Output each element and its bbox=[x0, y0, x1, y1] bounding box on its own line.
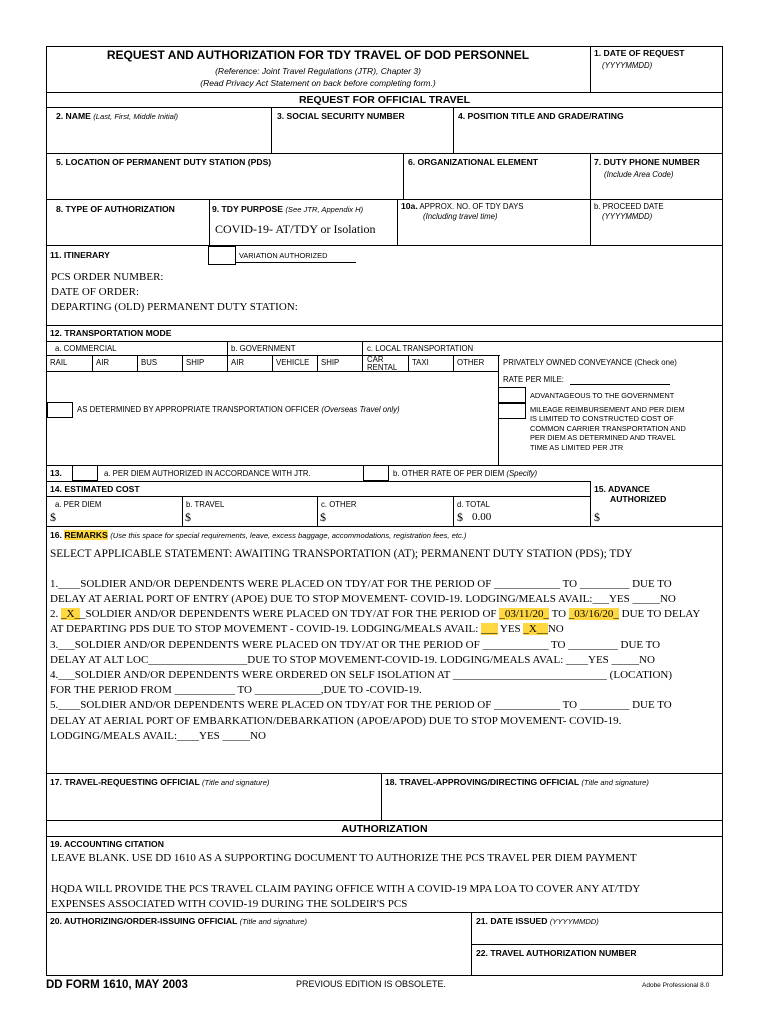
accounting-line-3: EXPENSES ASSOCIATED WITH COVID-19 DURING THE SOLDEIR'S PCS bbox=[51, 898, 408, 910]
transport-mode-label: 12. TRANSPORTATION MODE bbox=[50, 328, 172, 338]
tdy-days-label: 10a. APPROX. NO. OF TDY DAYS bbox=[401, 201, 524, 211]
statement-2-end-date[interactable]: _03/16/20_ bbox=[568, 608, 619, 620]
ship-option[interactable]: SHIP bbox=[186, 358, 205, 367]
cost-other-dollar[interactable]: $ bbox=[320, 510, 326, 524]
statement-4-line2: FOR THE PERIOD FROM ___________ TO ____________,DUE TO -COVID-19. bbox=[50, 684, 422, 696]
advance-label-line2: AUTHORIZED bbox=[610, 494, 667, 504]
cost-travel-dollar[interactable]: $ bbox=[185, 510, 191, 524]
taxi-option[interactable]: TAXI bbox=[412, 358, 429, 367]
requesting-official-label: 17. TRAVEL-REQUESTING OFFICIAL (Title and signature) bbox=[50, 777, 270, 787]
gov-vehicle-option[interactable]: VEHICLE bbox=[276, 358, 310, 367]
obsolete-note: PREVIOUS EDITION IS OBSOLETE. bbox=[296, 979, 447, 989]
tdy-purpose-value[interactable]: COVID-19- AT/TDY or Isolation bbox=[215, 222, 376, 236]
statement-1-line1: 1.____SOLDIER AND/OR DEPENDENTS WERE PLACED ON TDY/AT FOR THE PERIOD OF ____________ TO _________ DUE TO bbox=[50, 578, 672, 590]
remarks-select: SELECT APPLICABLE STATEMENT: AWAITING TRANSPORTATION (AT); PERMANENT DUTY STATION (PDS); TDY bbox=[50, 548, 633, 560]
adobe-note: Adobe Professional 8.0 bbox=[642, 982, 710, 989]
variation-checkbox[interactable] bbox=[208, 246, 236, 265]
rail-option[interactable]: RAIL bbox=[50, 358, 68, 367]
rate-per-mile-field[interactable] bbox=[570, 384, 670, 385]
statement-2-line1: 2. _X__SOLDIER AND/OR DEPENDENTS WERE PLACED ON TDY/AT FOR THE PERIOD OF _03/11/20_ TO _03/16/20_ DUE TO DELAY bbox=[50, 608, 701, 620]
other-rate-label: b. OTHER RATE OF PER DIEM (Specify) bbox=[393, 469, 538, 478]
name-label: 2. NAME (Last, First, Middle Initial) bbox=[56, 111, 179, 121]
advance-dollar[interactable]: $ bbox=[594, 510, 600, 524]
travel-auth-number-label: 22. TRAVEL AUTHORIZATION NUMBER bbox=[476, 948, 637, 958]
poc-advantageous-label: ADVANTAGEOUS TO THE GOVERNMENT bbox=[530, 391, 675, 400]
poc-label: PRIVATELY OWNED CONVEYANCE (Check one) bbox=[503, 358, 677, 367]
bus-option[interactable]: BUS bbox=[141, 358, 158, 367]
air-option[interactable]: AIR bbox=[96, 358, 109, 367]
itinerary-line-2: DATE OF ORDER: bbox=[51, 286, 140, 298]
tdy-purpose-label: 9. TDY PURPOSE (See JTR, Appendix H) bbox=[212, 204, 364, 214]
remarks-label: 16. REMARKS (Use this space for special requirements, leave, excess baggage, accommodations, registration fees, etc.) bbox=[50, 530, 467, 540]
pds-location-label: 5. LOCATION OF PERMANENT DUTY STATION (PDS) bbox=[56, 157, 272, 167]
other-rate-checkbox[interactable] bbox=[363, 465, 389, 481]
poc-mileage-text: MILEAGE REIMBURSEMENT AND PER DIEM IS LIMITED TO CONSTRUCTED COST OF COMMON CARRIER TRANSPORTATION AND PER DIEM AS DETERMINED AND TRAVEL TIME AS LIMITED PER JTR bbox=[530, 405, 686, 452]
tdy-days-hint: (Including travel time) bbox=[423, 212, 498, 221]
cost-other-label: c. OTHER bbox=[321, 500, 357, 509]
as-determined-label: AS DETERMINED BY APPROPRIATE TRANSPORTATION OFFICER (Overseas Travel only) bbox=[77, 405, 400, 414]
cost-per-diem-dollar[interactable]: $ bbox=[50, 510, 56, 524]
itinerary-label: 11. ITINERARY bbox=[50, 250, 110, 260]
date-format-hint: (YYYYMMDD) bbox=[602, 61, 653, 70]
statement-2-line2: AT DEPARTING PDS DUE TO STOP MOVEMENT - COVID-19. LODGING/MEALS AVAIL: ___ YES _X__NO bbox=[50, 623, 564, 635]
privacy-note: (Read Privacy Act Statement on back before completing form.) bbox=[200, 78, 436, 88]
form-reference: (Reference: Joint Travel Regulations (JTR), Chapter 3) bbox=[215, 66, 421, 76]
statement-5-line3: LODGING/MEALS AVAIL:____YES _____NO bbox=[50, 730, 266, 742]
poc-mileage-checkbox[interactable] bbox=[498, 403, 526, 419]
statement-1-line2: DELAY AT AERIAL PORT OF ENTRY (APOE) DUE TO STOP MOVEMENT- COVID-19. LODGING/MEALS AVAIL:___YES _____NO bbox=[50, 593, 676, 605]
itinerary-line-3: DEPARTING (OLD) PERMANENT DUTY STATION: bbox=[51, 301, 298, 313]
per-diem-jtr-checkbox[interactable] bbox=[72, 465, 98, 481]
form-title: REQUEST AND AUTHORIZATION FOR TDY TRAVEL OF DOD PERSONNEL bbox=[106, 48, 530, 62]
auth-type-label: 8. TYPE OF AUTHORIZATION bbox=[56, 204, 175, 214]
other-local-option[interactable]: OTHER bbox=[457, 358, 485, 367]
poc-advantageous-checkbox[interactable] bbox=[498, 387, 526, 403]
statement-5-line2: DELAY AT AERIAL PORT OF EMBARKATION/DEBARKATION (APOE/APOD) DUE TO STOP MOVEMENT- COVID-19. bbox=[50, 715, 622, 727]
per-diem-13-label: 13. bbox=[50, 468, 62, 478]
cost-total-value[interactable]: 0.00 bbox=[472, 511, 492, 523]
statement-2-start-date[interactable]: _03/11/20_ bbox=[499, 608, 550, 620]
statement-2-yes[interactable]: ___ bbox=[481, 623, 498, 635]
car-rental-option[interactable]: CAR RENTAL bbox=[367, 355, 398, 372]
accounting-citation-label: 19. ACCOUNTING CITATION bbox=[50, 839, 164, 849]
rate-per-mile-label: RATE PER MILE: bbox=[503, 375, 564, 384]
duty-phone-hint: (Include Area Code) bbox=[604, 170, 674, 179]
gov-ship-option[interactable]: SHIP bbox=[321, 358, 340, 367]
date-issued-label: 21. DATE ISSUED (YYYYMMDD) bbox=[476, 916, 599, 926]
request-heading: REQUEST FOR OFFICIAL TRAVEL bbox=[298, 94, 471, 106]
statement-2-no[interactable]: _X__ bbox=[523, 623, 548, 635]
local-transport-label: c. LOCAL TRANSPORTATION bbox=[367, 344, 474, 353]
authorization-heading: AUTHORIZATION bbox=[341, 823, 428, 835]
per-diem-jtr-label: a. PER DIEM AUTHORIZED IN ACCORDANCE WITH JTR. bbox=[104, 469, 311, 478]
as-determined-checkbox[interactable] bbox=[47, 402, 73, 418]
cost-total-dollar: $ bbox=[457, 510, 463, 524]
date-of-request-field[interactable] bbox=[591, 73, 721, 91]
authorizing-official-label: 20. AUTHORIZING/ORDER-ISSUING OFFICIAL (Title and signature) bbox=[50, 916, 308, 926]
position-title-label: 4. POSITION TITLE AND GRADE/RATING bbox=[458, 111, 624, 121]
form-number: DD FORM 1610, MAY 2003 bbox=[46, 979, 188, 991]
proceed-date-hint: (YYYYMMDD) bbox=[602, 212, 653, 221]
statement-4-line1: 4.___SOLDIER AND/OR DEPENDENTS WERE ORDERED ON SELF ISOLATION AT ____________________________ (LOCATION) bbox=[50, 669, 673, 681]
accounting-line-1: LEAVE BLANK. USE DD 1610 AS A SUPPORTING DOCUMENT TO AUTHORIZE THE PCS TRAVEL PER DIEM PAYMENT bbox=[51, 852, 637, 864]
itinerary-line-1: PCS ORDER NUMBER: bbox=[51, 271, 164, 283]
statement-3-line1: 3.___SOLDIER AND/OR DEPENDENTS WERE PLACED ON TDY/AT OR THE PERIOD OF ____________ TO _________ DUE TO bbox=[50, 639, 661, 651]
commercial-label: a. COMMERCIAL bbox=[55, 344, 117, 353]
statement-2-check[interactable]: _X_ bbox=[61, 608, 80, 620]
variation-label: VARIATION AUTHORIZED bbox=[239, 251, 328, 260]
statement-5-line1: 5.____SOLDIER AND/OR DEPENDENTS WERE PLACED ON TDY/AT FOR THE PERIOD OF ____________ TO _________ DUE TO bbox=[50, 699, 672, 711]
proceed-date-label: b. PROCEED DATE bbox=[594, 202, 664, 211]
approving-official-label: 18. TRAVEL-APPROVING/DIRECTING OFFICIAL (Title and signature) bbox=[385, 777, 649, 787]
estimated-cost-label: 14. ESTIMATED COST bbox=[50, 484, 140, 494]
ssn-label: 3. SOCIAL SECURITY NUMBER bbox=[277, 111, 405, 121]
duty-phone-label: 7. DUTY PHONE NUMBER bbox=[594, 157, 700, 167]
advance-label-line1: 15. ADVANCE bbox=[594, 484, 650, 494]
cost-travel-label: b. TRAVEL bbox=[186, 500, 225, 509]
cost-per-diem-label: a. PER DIEM bbox=[55, 500, 102, 509]
accounting-line-2: HQDA WILL PROVIDE THE PCS TRAVEL CLAIM PAYING OFFICE WITH A COVID-19 MPA LOA TO COVER ANY AT/TDY bbox=[51, 883, 641, 895]
statement-3-line2: DELAY AT ALT LOC__________________DUE TO STOP MOVEMENT-COVID-19. LODGING/MEALS AVAL: ____YES _____NO bbox=[50, 654, 655, 666]
gov-air-option[interactable]: AIR bbox=[231, 358, 244, 367]
cost-total-label: d. TOTAL bbox=[457, 500, 490, 509]
date-of-request-label: 1. DATE OF REQUEST bbox=[594, 48, 685, 58]
org-element-label: 6. ORGANIZATIONAL ELEMENT bbox=[408, 157, 539, 167]
government-label: b. GOVERNMENT bbox=[231, 344, 296, 353]
